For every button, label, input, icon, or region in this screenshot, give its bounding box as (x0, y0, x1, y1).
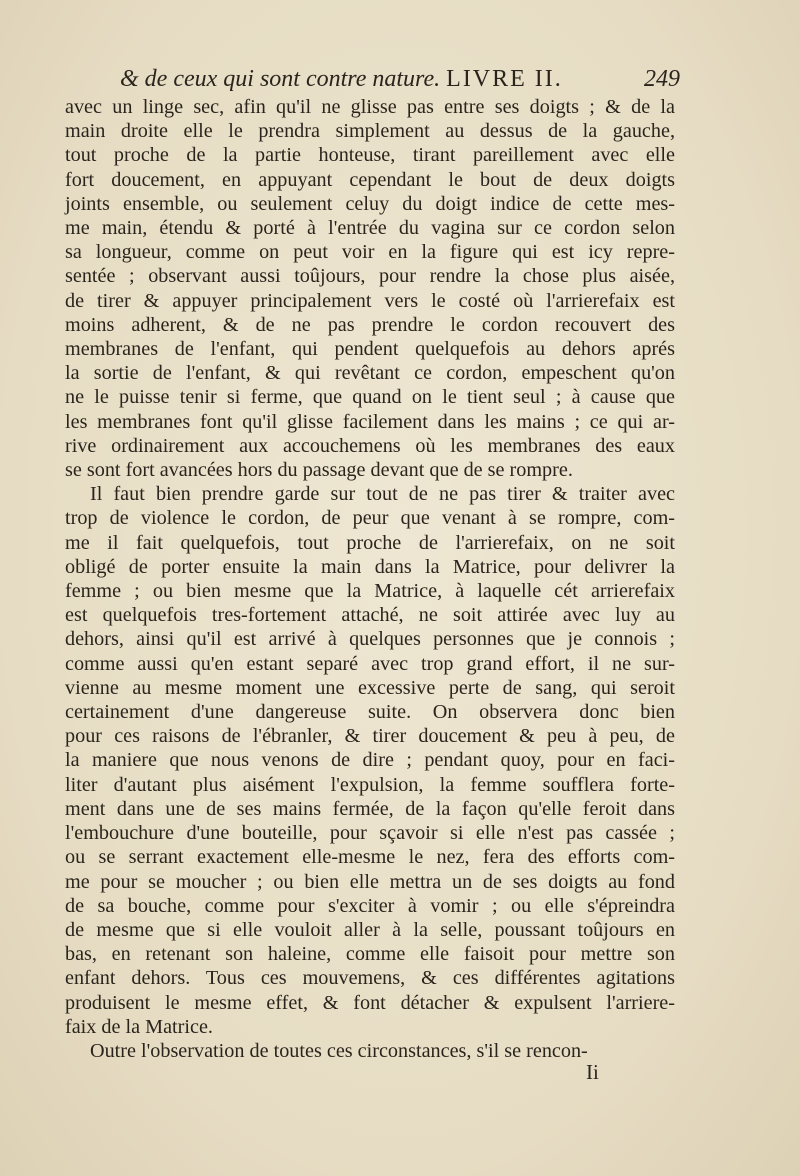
page-header (120, 66, 680, 96)
text-line: l'embouchure d'une bouteille, pour sçavoir si elle n'est pas cassée ; (65, 822, 675, 845)
signature-mark: Ii (586, 1060, 599, 1084)
text-line: de tirer & appuyer principalement vers le costé où l'arrierefaix est (65, 289, 675, 312)
text-line: me pour se moucher ; ou bien elle mettra un de ses doigts au fond (65, 870, 675, 893)
text-line: les membranes font qu'il glisse facilement dans les mains ; ce qui ar- (65, 410, 675, 433)
text-line: faix de la Matrice. (65, 1015, 213, 1038)
text-line: membranes de l'enfant, qui pendent quelquefois au dehors aprés (65, 338, 675, 361)
text-line: produisent le mesme effet, & font détacher & expulsent l'arriere- (65, 991, 675, 1014)
text-line: Il faut bien prendre garde sur tout de ne pas tirer & traiter avec (90, 483, 675, 506)
running-title (120, 66, 563, 93)
text-line: me il fait quelquefois, tout proche de l'arrierefaix, on ne soit (65, 531, 675, 554)
text-line: liter d'autant plus aisément l'expulsion, la femme soufflera forte- (65, 773, 675, 796)
text-line: la sortie de l'enfant, & qui revêtant ce cordon, empeschent qu'on (65, 362, 675, 385)
text-line: femme ; ou bien mesme que la Matrice, à laquelle cét arrierefaix (65, 580, 675, 603)
text-line: de sa bouche, comme pour s'exciter à vomir ; ou elle s'épreindra (65, 894, 675, 917)
text-line: Outre l'observation de toutes ces circonstances, s'il se rencon- (90, 1039, 588, 1062)
text-line: est quelquefois tres-fortement attaché, ne soit attirée avec luy au (65, 604, 675, 627)
text-line: sa longueur, comme on peut voir en la figure qui est icy repre- (65, 241, 675, 264)
text-line: fort doucement, en appuyant cependant le bout de deux doigts (65, 168, 675, 191)
text-line: sentée ; observant aussi toûjours, pour rendre la chose plus aisée, (65, 265, 675, 288)
text-line: ne le puisse tenir si ferme, que quand on le tient seul ; à cause que (65, 386, 675, 409)
text-line: moins adherent, & de ne pas prendre le cordon recouvert des (65, 313, 675, 336)
text-line: vienne au mesme moment une excessive perte de sang, qui seroit (65, 676, 675, 699)
text-line: pour ces raisons de l'ébranler, & tirer doucement & peu à peu, de (65, 725, 675, 748)
text-line: certainement d'une dangereuse suite. On observera donc bien (65, 701, 675, 724)
text-line: joints ensemble, ou seulement celuy du doigt indice de cette mes- (65, 192, 675, 215)
text-line: tout proche de la partie honteuse, tirant pareillement avec elle (65, 144, 675, 167)
text-line: avec un linge sec, afin qu'il ne glisse pas entre ses doigts ; & de la (65, 96, 675, 118)
text-line: bas, en retenant son haleine, comme elle faisoit pour mettre son (65, 943, 675, 966)
text-line: ment dans une de ses mains fermée, de la façon qu'elle feroit dans (65, 797, 675, 820)
text-line: main droite elle le prendra simplement au dessus de la gauche, (65, 120, 675, 143)
text-line: me main, étendu & porté à l'entrée du vagina sur ce cordon selon (65, 217, 675, 240)
body-text (65, 95, 675, 1063)
text-line: enfant dehors. Tous ces mouvemens, & ces différentes agitations (65, 967, 675, 990)
text-line: trop de violence le cordon, de peur que venant à se rompre, com- (65, 507, 675, 530)
running-title-text: & de ceux qui sont contre nature. (120, 66, 441, 92)
text-line: ou se serrant exactement elle-mesme le nez, fera des efforts com- (65, 846, 675, 869)
text-line: dehors, ainsi qu'il est arrivé à quelques personnes que je connois ; (65, 628, 675, 651)
text-line: obligé de porter ensuite la main dans la Matrice, pour delivrer la (65, 555, 675, 578)
text-line: se sont fort avancées hors du passage devant que de se rompre. (65, 459, 573, 482)
text-line: de mesme que si elle vouloit aller à la selle, poussant toûjours en (65, 918, 675, 941)
text-line: la maniere que nous venons de dire ; pendant quoy, pour en faci- (65, 749, 675, 772)
page-number: 249 (644, 66, 680, 92)
text-line: rive ordinairement aux accouchemens où les membranes des eaux (65, 434, 675, 457)
text-line: comme aussi qu'en estant separé avec trop grand effort, il ne sur- (65, 652, 675, 675)
book-number: LIVRE II. (446, 66, 563, 92)
